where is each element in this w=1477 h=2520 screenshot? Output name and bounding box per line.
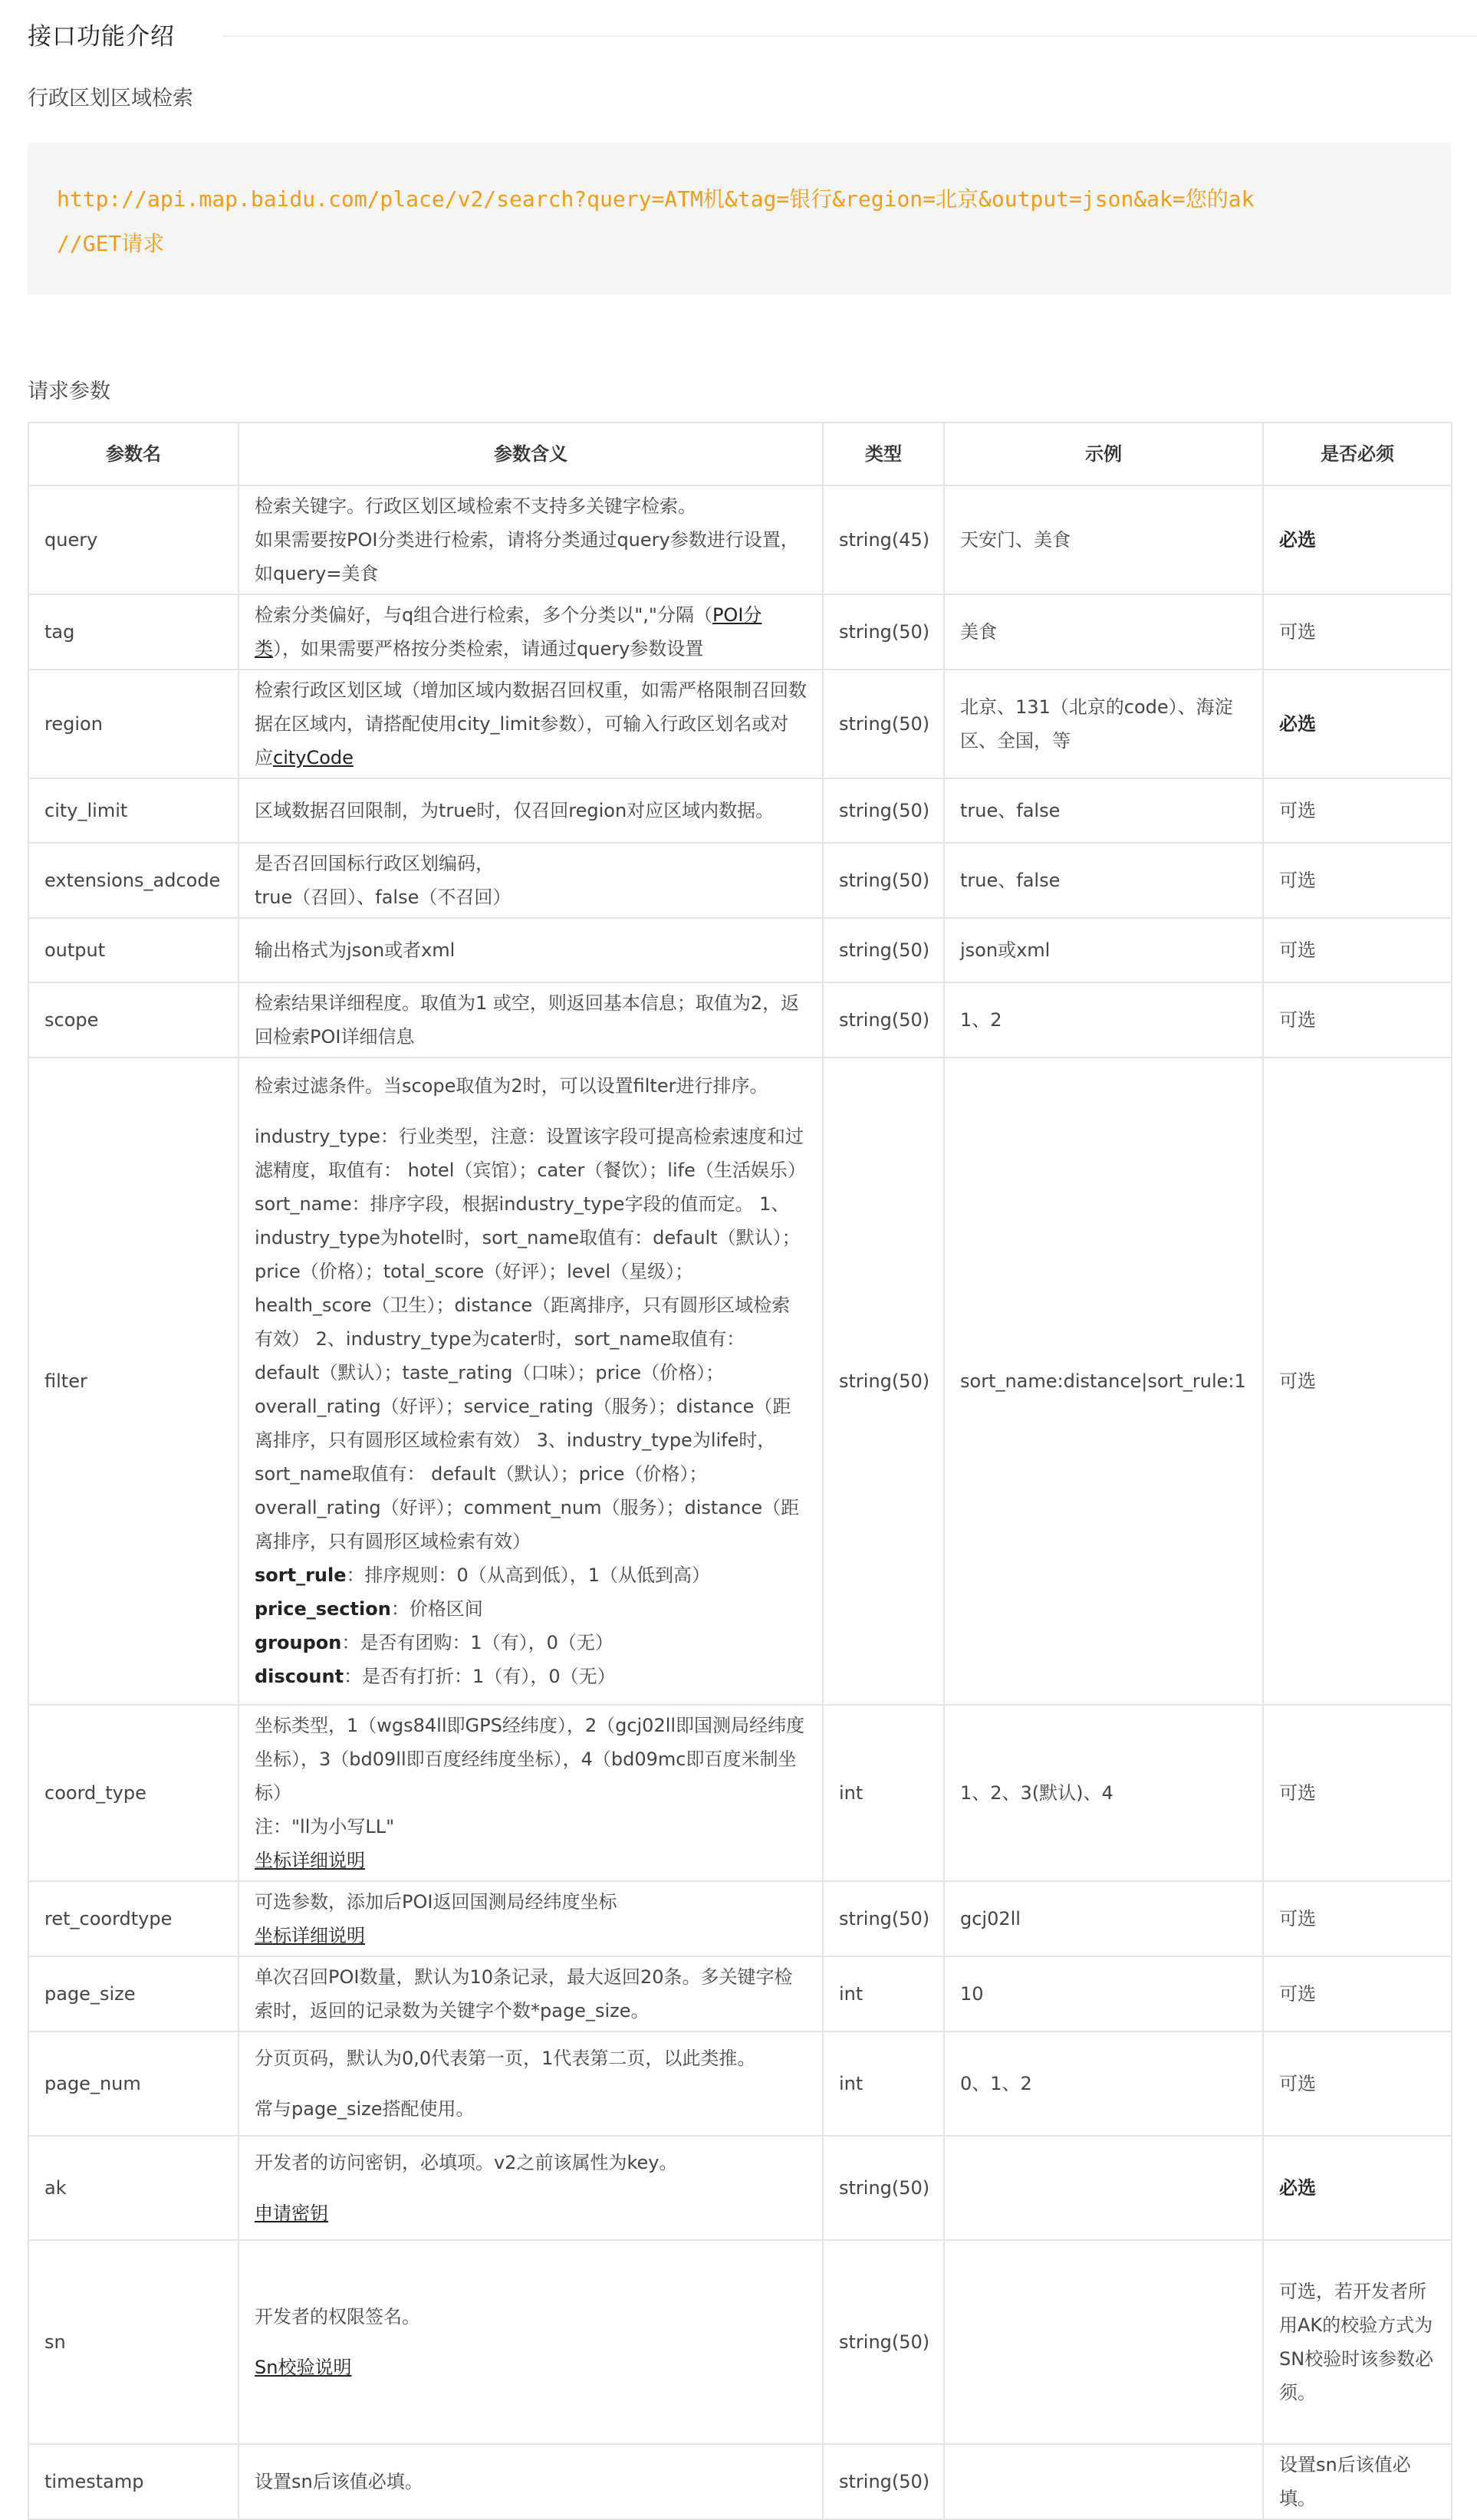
param-type: string(50) — [823, 918, 944, 982]
param-desc — [238, 1058, 823, 1705]
table-row — [28, 1705, 1452, 1881]
params-table — [28, 422, 1452, 2520]
param-name: ak — [28, 2136, 238, 2240]
param-name: timestamp — [28, 2444, 238, 2519]
param-desc — [238, 843, 823, 918]
sn-verify-link[interactable]: Sn校验说明 — [255, 2357, 352, 2378]
param-type: string(50) — [823, 2136, 944, 2240]
param-required: 设置sn后该值必填。 — [1263, 2444, 1452, 2519]
desc-text: 是否召回国标行政区划编码， — [255, 853, 494, 874]
param-required: 可选，若开发者所用AK的校验方式为SN校验时该参数必须。 — [1263, 2240, 1452, 2444]
param-example: 0、1、2 — [944, 2031, 1263, 2136]
param-desc — [238, 1705, 823, 1881]
param-type: string(50) — [823, 2444, 944, 2519]
param-name: ret_coordtype — [28, 1881, 238, 1956]
param-type: string(50) — [823, 669, 944, 778]
param-type: string(50) — [823, 1058, 944, 1705]
param-example: 美食 — [944, 594, 1263, 669]
param-desc — [238, 2136, 823, 2240]
desc-text: 检索关键字。行政区划区域检索不支持多关键字检索。 — [255, 495, 696, 517]
param-type: string(50) — [823, 594, 944, 669]
param-name: tag — [28, 594, 238, 669]
param-required: 必选 — [1263, 2136, 1452, 2240]
param-name: sn — [28, 2240, 238, 2444]
param-required: 可选 — [1263, 778, 1452, 843]
param-example: 1、2、3(默认)、4 — [944, 1705, 1263, 1881]
table-row — [28, 2031, 1452, 2136]
desc-text: 检索行政区划区域（增加区域内数据召回权重，如需严格限制召回数据在区域内，请搭配使用city_limit参数），可输入行政区划名或对应 — [255, 679, 807, 768]
desc-text: 坐标类型，1（wgs84ll即GPS经纬度），2（gcj02ll即国测局经纬度坐标），3（bd09ll即百度经纬度坐标），4（bd09mc即百度米制坐标） — [255, 1715, 805, 1804]
table-row — [28, 982, 1452, 1058]
param-desc: 区域数据召回限制，为true时，仅召回region对应区域内数据。 — [238, 778, 823, 843]
param-required: 可选 — [1263, 982, 1452, 1058]
table-row — [28, 2240, 1452, 2444]
param-type: int — [823, 2031, 944, 2136]
param-name: extensions_adcode — [28, 843, 238, 918]
param-example — [944, 2444, 1263, 2519]
param-name: query — [28, 485, 238, 594]
param-name: coord_type — [28, 1705, 238, 1881]
param-desc: 设置sn后该值必填。 — [238, 2444, 823, 2519]
param-type: int — [823, 1956, 944, 2031]
table-row — [28, 2444, 1452, 2519]
request-params-title: 请求参数 — [28, 380, 110, 403]
desc-text: 如果需要按POI分类进行检索，请将分类通过query参数进行设置，如query=美食 — [255, 529, 799, 584]
table-row — [28, 1058, 1452, 1705]
param-desc: 单次召回POI数量，默认为10条记录，最大返回20条。多关键字检索时，返回的记录数为关键字个数*page_size。 — [238, 1956, 823, 2031]
param-required: 可选 — [1263, 594, 1452, 669]
col-header-name: 参数名 — [28, 423, 238, 485]
param-type: string(50) — [823, 1881, 944, 1956]
table-row — [28, 918, 1452, 982]
filter-extra: price_section：价格区间 — [255, 1598, 483, 1620]
param-desc — [238, 669, 823, 778]
param-type: string(50) — [823, 2240, 944, 2444]
title-divider — [222, 35, 1477, 37]
param-example: json或xml — [944, 918, 1263, 982]
table-row — [28, 843, 1452, 918]
table-row — [28, 778, 1452, 843]
filter-extra: groupon：是否有团购：1（有），0（无） — [255, 1632, 613, 1653]
param-example — [944, 2240, 1263, 2444]
table-header-row — [28, 423, 1452, 485]
param-name: filter — [28, 1058, 238, 1705]
desc-text: 检索分类偏好，与q组合进行检索，多个分类以","分隔（ — [255, 604, 712, 626]
param-type: string(50) — [823, 778, 944, 843]
table-row — [28, 1956, 1452, 2031]
param-type: string(50) — [823, 982, 944, 1058]
param-required: 可选 — [1263, 2031, 1452, 2136]
param-desc — [238, 2240, 823, 2444]
param-example: gcj02ll — [944, 1881, 1263, 1956]
filter-extra: discount：是否有打折：1（有），0（无） — [255, 1666, 616, 1687]
param-type: string(50) — [823, 843, 944, 918]
param-required: 可选 — [1263, 1956, 1452, 2031]
table-row — [28, 669, 1452, 778]
param-example: true、false — [944, 778, 1263, 843]
filter-extra: sort_rule：排序规则：0（从高到低），1（从低到高） — [255, 1564, 711, 1586]
param-type: int — [823, 1705, 944, 1881]
page-title: 接口功能介绍 — [28, 23, 175, 51]
table-row — [28, 485, 1452, 594]
param-type: string(45) — [823, 485, 944, 594]
table-row — [28, 594, 1452, 669]
col-header-type: 类型 — [823, 423, 944, 485]
param-name: page_num — [28, 2031, 238, 2136]
section-subtitle: 行政区划区域检索 — [28, 87, 193, 110]
param-required: 必选 — [1263, 485, 1452, 594]
desc-text: true（召回）、false（不召回） — [255, 887, 512, 908]
code-line-comment: //GET请求 — [57, 231, 165, 256]
param-required: 可选 — [1263, 1705, 1452, 1881]
coord-detail-link[interactable]: 坐标详细说明 — [255, 1925, 365, 1946]
col-header-required: 是否必须 — [1263, 423, 1452, 485]
param-name: output — [28, 918, 238, 982]
param-name: region — [28, 669, 238, 778]
param-desc — [238, 1881, 823, 1956]
param-name: page_size — [28, 1956, 238, 2031]
param-required: 可选 — [1263, 918, 1452, 982]
table-row — [28, 2136, 1452, 2240]
desc-text: 检索过滤条件。当scope取值为2时，可以设置filter进行排序。 — [255, 1075, 768, 1097]
desc-text: 开发者的访问密钥，必填项。v2之前该属性为key。 — [255, 2152, 678, 2173]
param-desc: 输出格式为json或者xml — [238, 918, 823, 982]
poi-category-link[interactable]: POI分类 — [255, 604, 762, 660]
desc-text: 注："ll为小写LL" — [255, 1816, 395, 1837]
param-example: 10 — [944, 1956, 1263, 2031]
coord-detail-link[interactable]: 坐标详细说明 — [255, 1850, 365, 1871]
param-example — [944, 2136, 1263, 2240]
param-example: sort_name:distance|sort_rule:1 — [944, 1058, 1263, 1705]
param-example: 1、2 — [944, 982, 1263, 1058]
param-desc: 检索结果详细程度。取值为1 或空，则返回基本信息；取值为2，返回检索POI详细信息 — [238, 982, 823, 1058]
param-example: 天安门、美食 — [944, 485, 1263, 594]
param-required: 可选 — [1263, 1058, 1452, 1705]
apply-key-link[interactable]: 申请密钥 — [255, 2203, 328, 2224]
param-required: 可选 — [1263, 843, 1452, 918]
table-row — [28, 1881, 1452, 1956]
param-name: scope — [28, 982, 238, 1058]
col-header-example: 示例 — [944, 423, 1263, 485]
desc-text: 常与page_size搭配使用。 — [255, 2098, 475, 2120]
param-name: city_limit — [28, 778, 238, 843]
param-example: true、false — [944, 843, 1263, 918]
param-required: 必选 — [1263, 669, 1452, 778]
desc-text: industry_type：行业类型，注意：设置该字段可提高检索速度和过滤精度，取值有： hotel（宾馆）；cater（餐饮）；life（生活娱乐） sort_name：排序字段，根据industry_type字段的值而定。 1、industry_type为hotel时，sort_name取值有：default（默认）；price（价格）；total_score（好评）；level（星级）；health_score（卫生）；distance（距离排序，只有圆形区域检索有效） 2、industry_type为cater时，sort_name取值有： default（默认）；taste_rating（口味）；price（价格）；overall_rating（好评）；service_rating（服务）；distance（距离排序，只有圆形区域检索有效） 3、industry_type为life时，sort_name取值有： default（默认）；price（价格）；overall_rating（好评）；comment_num（服务）；distance（距离排序，只有圆形区域检索有效） — [255, 1126, 806, 1552]
code-line-url: http://api.map.baidu.com/place/v2/search?query=ATM机&tag=银行&region=北京&output=json&ak=您的ak — [57, 186, 1255, 212]
param-example: 北京、131（北京的code）、海淀区、全国，等 — [944, 669, 1263, 778]
param-desc — [238, 2031, 823, 2136]
desc-text: 开发者的权限签名。 — [255, 2306, 420, 2328]
desc-text: ），如果需要严格按分类检索，请通过query参数设置 — [273, 638, 704, 660]
desc-text: 可选参数，添加后POI返回国测局经纬度坐标 — [255, 1891, 617, 1913]
param-desc — [238, 594, 823, 669]
param-desc — [238, 485, 823, 594]
desc-text: 分页页码，默认为0,0代表第一页，1代表第二页，以此类推。 — [255, 2048, 756, 2069]
citycode-link[interactable]: cityCode — [273, 747, 354, 768]
col-header-meaning: 参数含义 — [238, 423, 823, 485]
code-block — [28, 143, 1451, 294]
param-required: 可选 — [1263, 1881, 1452, 1956]
